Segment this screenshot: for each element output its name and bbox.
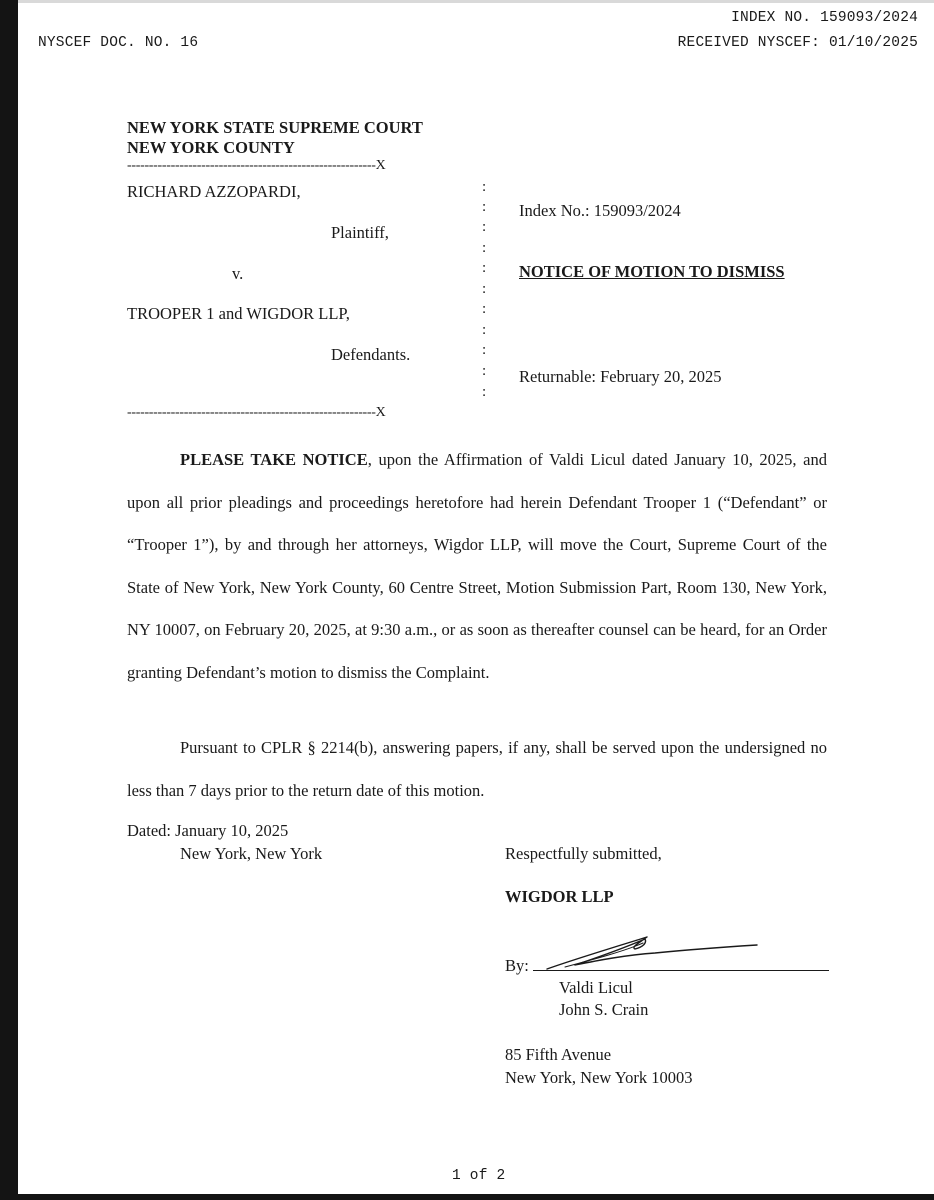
defendants-name: TROOPER 1 and WIGDOR LLP, bbox=[127, 304, 350, 323]
caption-colon: : bbox=[482, 199, 487, 215]
plaintiff-name: RICHARD AZZOPARDI, bbox=[127, 182, 301, 201]
notice-lead: PLEASE TAKE NOTICE bbox=[180, 450, 368, 469]
caption-colon: : bbox=[482, 260, 487, 276]
notice-paragraph bbox=[127, 439, 827, 694]
firm-name: WIGDOR LLP bbox=[505, 887, 614, 906]
cplr-paragraph bbox=[127, 727, 827, 812]
court-name: NEW YORK STATE SUPREME COURT bbox=[127, 118, 423, 137]
defendants-role: Defendants. bbox=[331, 345, 411, 364]
bottom-frame-edge bbox=[0, 1194, 934, 1200]
caption-colon: : bbox=[482, 219, 487, 235]
returnable-date: Returnable: February 20, 2025 bbox=[519, 367, 722, 386]
caption-colon: : bbox=[482, 384, 487, 400]
attorney-name-1: Valdi Licul bbox=[559, 978, 633, 997]
caption-top-rule: ---------------------------------------------------------X bbox=[127, 158, 386, 173]
caption-colon: : bbox=[482, 301, 487, 317]
closing: Respectfully submitted, bbox=[505, 844, 662, 863]
page-number: 1 of 2 bbox=[452, 1168, 506, 1184]
document-title: NOTICE OF MOTION TO DISMISS bbox=[519, 262, 785, 281]
caption-index-no: Index No.: 159093/2024 bbox=[519, 201, 681, 220]
caption-bottom-rule: ---------------------------------------------------------X bbox=[127, 405, 386, 420]
attorney-name-2: John S. Crain bbox=[559, 1000, 649, 1019]
plaintiff-role: Plaintiff, bbox=[331, 223, 389, 242]
caption-colon: : bbox=[482, 240, 487, 256]
dated-line: Dated: January 10, 2025 bbox=[127, 821, 289, 840]
dated-location: New York, New York bbox=[180, 844, 323, 863]
address-line-1: 85 Fifth Avenue bbox=[505, 1045, 612, 1064]
caption-colon: : bbox=[482, 179, 487, 195]
address-line-2: New York, New York 10003 bbox=[505, 1068, 693, 1087]
header-received-date: RECEIVED NYSCEF: 01/10/2025 bbox=[677, 35, 918, 51]
header-doc-no: NYSCEF DOC. NO. 16 bbox=[38, 35, 199, 51]
signature-line bbox=[533, 970, 829, 971]
caption-colon: : bbox=[482, 322, 487, 338]
court-county: NEW YORK COUNTY bbox=[127, 138, 295, 157]
left-frame-edge bbox=[0, 0, 18, 1200]
header-index-no: INDEX NO. 159093/2024 bbox=[731, 10, 918, 26]
notice-text: , upon the Affirmation of Valdi Licul dated January 10, 2025, and upon all prior pleadings and proceedings heretofore had herein Defendant Trooper 1 (“Defendant” or “Trooper 1”), by and through her attorneys, Wigdor LLP, will move the Court, Supreme Court of the State of New York, New York County, 60 Centre Street, Motion Submission Part, Room 130, New York, NY 10007, on February 20, 2025, at 9:30 a.m., or as soon as thereafter counsel can be heard, for an Order granting Defendant’s motion to dismiss the Complaint. bbox=[127, 450, 827, 682]
caption-colon: : bbox=[482, 342, 487, 358]
caption-colon: : bbox=[482, 281, 487, 297]
versus-label: v. bbox=[232, 264, 244, 283]
caption-colon: : bbox=[482, 363, 487, 379]
cplr-text: Pursuant to CPLR § 2214(b), answering papers, if any, shall be served upon the undersigned no less than 7 days prior to the return date of this motion. bbox=[127, 738, 827, 800]
by-label: By: bbox=[505, 956, 529, 975]
top-shadow bbox=[18, 0, 934, 3]
